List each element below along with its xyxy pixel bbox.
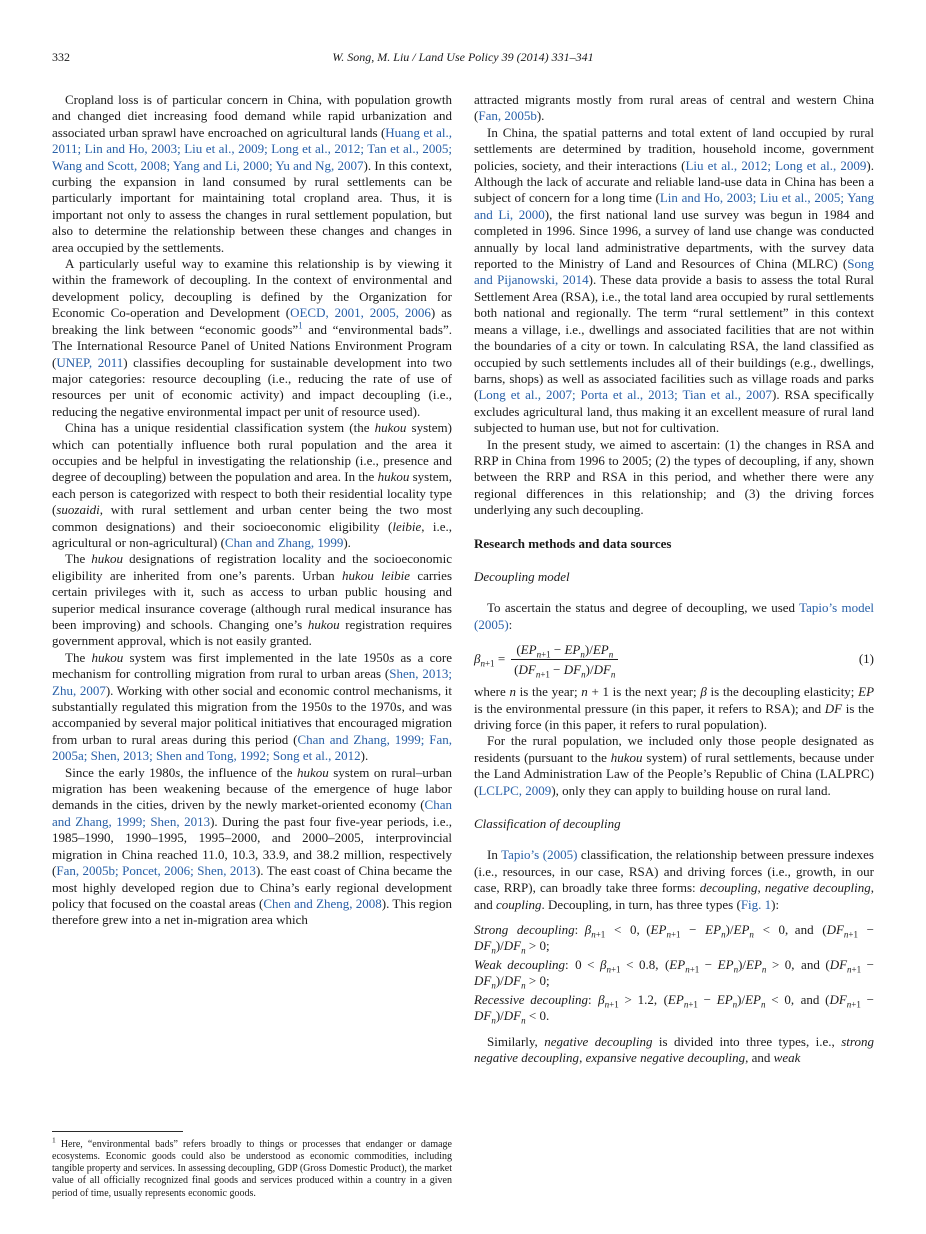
paragraph-hukou-designations: The hukou designations of registration locality and the socioeconomic eligibility are inherited from one’s parents. Urban hukou leibie carries certain privileges with it, such as access to urban public housing and superior medical insurance coverage (although rural medical insurance has been improving) and schools. Changing one’s hukou registration requires government approval, which is not easily granted.	[52, 551, 452, 649]
page-number: 332	[52, 50, 70, 64]
article-body	[52, 92, 874, 1204]
equation-number: (1)	[858, 651, 874, 667]
decoupling-type-weak: Weak decoupling: $0 < \beta_{n+1} < 0.8$, $(EP_{n+1} - EP_n)/EP_n > 0$, and $(DF_{n+1} - DF_n)/DF_n > 0$;	[474, 956, 874, 991]
paragraph-model-intro: To ascertain the status and degree of decoupling, we used Tapio’s model (2005):	[474, 600, 874, 632]
citation-link[interactable]: UNEP, 2011	[56, 354, 124, 370]
decoupling-types-block	[474, 922, 874, 1024]
citation-link[interactable]: Shen, 2013; Zhu, 2007	[52, 666, 452, 698]
citation-link[interactable]: Liu et al., 2012; Long et al., 2009	[685, 157, 867, 173]
citation-link[interactable]: Tapio’s (2005)	[501, 847, 578, 863]
citation-link[interactable]: Fan, 2005b	[478, 108, 537, 124]
decoupling-type-recessive: Recessive decoupling: $\beta_{n+1} > 1.2$, $(EP_{n+1} - EP_n)/EP_n < 0$, and $(DF_{n+1} - DF_n)/DF_n < 0$.	[474, 991, 874, 1026]
paragraph-negative-decoupling: Similarly, negative decoupling is divided into three types, i.e., strong negative decoupling, expansive negative decoupling, and weak	[474, 1033, 874, 1065]
paragraph-hukou-system: China has a unique residential classification system (the hukou system) which can potentially influence both rural population and the area it occupies and be helpful in investigating the relationship (i.e., presence and degree of decoupling) between the population and area. In the hukou system, each person is categorized with respect to both their residential locality type (suozaidi, with rural settlement and urban center being the two most common designations) and their socioeconomic eligibility (leibie, i.e., agricultural or non-agricultural) (Chan and Zhang, 1999).	[52, 420, 452, 550]
paragraph-cropland-loss: Cropland loss is of particular concern in China, with population growth and changed diet increasing food demand while rapid urbanization and associated urban sprawl have encroached on agricultural lands (Huang et al., 2011; Lin and Ho, 2003; Liu et al., 2009; Long et al., 2012; Tan et al., 2005; Wang and Scott, 2008; Yang and Li, 2000; Yu and Ng, 2007). In this context, curbing the expansion in land consumed by rural settlements can be particularly important for maintaining total cropland area. Thus, it is important not only to assess the changes in rural settlement population, but also to determine the relationship between these changes and changes in area occupied by the settlements.	[52, 92, 453, 255]
footnote-divider	[52, 1131, 183, 1132]
citation-link[interactable]: Chen and Zheng, 2008	[263, 895, 382, 911]
subsection-heading-classification: Classification of decoupling	[474, 816, 621, 832]
citation-link[interactable]: Tapio’s model (2005)	[474, 600, 874, 632]
paragraph-rural-population: For the rural population, we included only those people designated as residents (pursuant to the hukou system) of rural settlements, because under the Land Administration Law of the People’s Republic of China (LALPRC) (LCLPC, 2009), only they can apply to building house on rural land.	[474, 733, 874, 798]
paragraph-hukou-history: The hukou system was first implemented in the late 1950s as a core mechanism for controlling migration from rural to urban areas (Shen, 2013; Zhu, 2007). Working with other social and economic control mechanisms, it substantially regulated this migration from the 1950s to the 1970s, and was accompanied by several major political initiatives that encouraged migration from urban to rural areas during this period (Chan and Zhang, 1999; Fan, 2005a; Shen, 2013; Shen and Tong, 1992; Song et al., 2012).	[52, 649, 452, 764]
paragraph-continuation: attracted migrants mostly from rural areas of central and western China (Fan, 2005b).	[474, 92, 874, 124]
equation-fraction	[511, 642, 618, 680]
equation-numerator: $(EP_{n+1} - EP_n)/EP_n$	[511, 642, 618, 660]
decoupling-type-strong: Strong decoupling: $\beta_{n+1} < 0$, $(EP_{n+1} - EP_n)/EP_n < 0$, and $(DF_{n+1} - DF_n)/DF_n > 0$;	[474, 922, 874, 957]
equation-lhs: $\beta_{n+1}$ =	[474, 651, 506, 670]
paragraph-classification-intro: In Tapio’s (2005) classification, the relationship between pressure indexes (i.e., resources, in our case, RSA) and driving forces (i.e., growth, in our case, RRP), can broadly take three forms: decoupling, negative decoupling, and coupling. Decoupling, in turn, has three types (Fig. 1):	[474, 847, 874, 912]
citation-link[interactable]: Chan and Zhang, 1999; Fan, 2005a; Shen, 2013; Shen and Tong, 1992; Song et al., 2012	[52, 731, 452, 764]
citation-link[interactable]: Huang et al., 2011; Lin and Ho, 2003; Liu et al., 2009; Long et al., 2012; Tan et al., 2005; Wang and Scott, 2008; Yang and Li, 2000; Yu and Ng, 2007	[52, 124, 452, 173]
citation-link[interactable]: Chan and Zhang, 1999; Shen, 2013	[52, 797, 452, 829]
citation-link[interactable]: Long et al., 2007; Porta et al., 2013; Tian et al., 2007	[478, 387, 772, 403]
section-heading-research-methods: Research methods and data sources	[474, 535, 672, 551]
equation-1	[474, 642, 874, 680]
footnote-block	[52, 1131, 452, 1204]
footnote-text: $^1$ Here, “environmental bads” refers broadly to things or processes that endanger or damage ecosystems. Economic goods could also be understood as economic commodities, including tangible property and services. In assessing decoupling, GDP (Gross Domestic Product), the market value of all officially recognized final goods and services produced within a country in a given period of time, usually represents economic goods.	[52, 1135, 452, 1199]
citation-link[interactable]: LCLPC, 2009	[478, 782, 552, 798]
running-head: W. Song, M. Liu / Land Use Policy 39 (2014) 331–341	[332, 50, 594, 64]
paragraph-spatial-patterns: In China, the spatial patterns and total extent of land occupied by rural settlements are determined by tradition, household income, government policies, society, and their interactions (Liu et al., 2012; Long et al., 2009). Although the lack of accurate and reliable land-use data in China has been a subject of concern for a long time (Lin and Ho, 2003; Liu et al., 2005; Yang and Li, 2000), the first national land use survey was begun in 1984 and completed in 1996. Since 1996, a survey of land use change was conducted annually by local land administrative departments, with the survey data reported to the Ministry of Land and Resources of China (MLRC) (Song and Pijanowski, 2014). These data provide a basis to assess the total Rural Settlement Area (RSA), i.e., the total land area occupied by rural settlements both national and regionally. The term “rural settlement” in this context means a village, i.e., dwellings and associated facilities that are not within the boundaries of a city or town. In calculating RSA, the land classified as occupied by such settlements includes all of their buildings (e.g., dwellings, barns, shops) as well as associated facilities such as village roads and parks (Long et al., 2007; Porta et al., 2013; Tian et al., 2007). RSA specifically excludes agricultural land, thus making it an excellent measure of rural land subjected to human use, but not for cultivation.	[474, 124, 874, 436]
page-header	[52, 50, 874, 65]
citation-link[interactable]: Fig. 1	[740, 896, 772, 912]
citation-link[interactable]: Fan, 2005b; Poncet, 2006; Shen, 2013	[56, 863, 256, 879]
citation-link[interactable]: Lin and Ho, 2003; Liu et al., 2005; Yang and Li, 2000	[474, 190, 874, 222]
citation-link[interactable]: OECD, 2001, 2005, 2006	[290, 305, 431, 321]
right-column	[474, 92, 874, 1204]
citation-link[interactable]: Chan and Zhang, 1999	[224, 534, 344, 550]
paragraph-equation-terms: where n is the year; n + 1 is the next year; β is the decoupling elasticity; EP is the environmental pressure (in this paper, it refers to RSA); and DF is the driving force (in this paper, it refers to rural population).	[474, 684, 874, 732]
equation-denominator: $(DF_{n+1} - DF_n)/DF_n$	[514, 662, 616, 680]
subsection-heading-decoupling-model: Decoupling model	[474, 568, 570, 584]
paragraph-migration-trends: Since the early 1980s, the influence of the hukou system on rural–urban migration has been weakening because of the emergence of huge labor demands in the cities, driven by the newly market-oriented economy (Chan and Zhang, 1999; Shen, 2013). During the past four five-year periods, i.e., 1985–1990, 1990–1995, 1995–2000, and 2000–2005, interprovincial migration in China reached 11.0, 10.3, 33.9, and 38.2 million, respectively (Fan, 2005b; Poncet, 2006; Shen, 2013). The east coast of China became the most highly developed region due to China’s early regional development policy that focused on the coastal areas (Chen and Zheng, 2008). This region therefore grew into a net in-migration area which	[52, 764, 453, 928]
left-column	[52, 92, 452, 1204]
citation-link[interactable]: Song and Pijanowski, 2014	[474, 256, 874, 288]
paragraph-decoupling-framework: A particularly useful way to examine this relationship is by viewing it within the framework of decoupling. In the context of environmental and development policy, decoupling is defined by the Organization for Economic Co-operation and Development (OECD, 2001, 2005, 2006) as breaking the link between “economic goods”$^1$ and “environmental bads”. The International Resource Panel of United Nations Environment Program (UNEP, 2011) classifies decoupling for sustainable development into two major categories: resource decoupling (i.e., reducing the rate of use of resources per unit of economic activity) and impact decoupling (i.e., reducing the negative environmental impact per unit of resource used).	[52, 256, 453, 419]
paragraph-present-study: In the present study, we aimed to ascertain: (1) the changes in RSA and RRP in China from 1996 to 2005; (2) the types of decoupling, if any, shown between the RRP and RSA in this period, and whether there were any regional differences in this relationship; and (3) the driving forces underlying any such decoupling.	[474, 436, 874, 518]
citation-link[interactable]: 1	[298, 320, 303, 331]
